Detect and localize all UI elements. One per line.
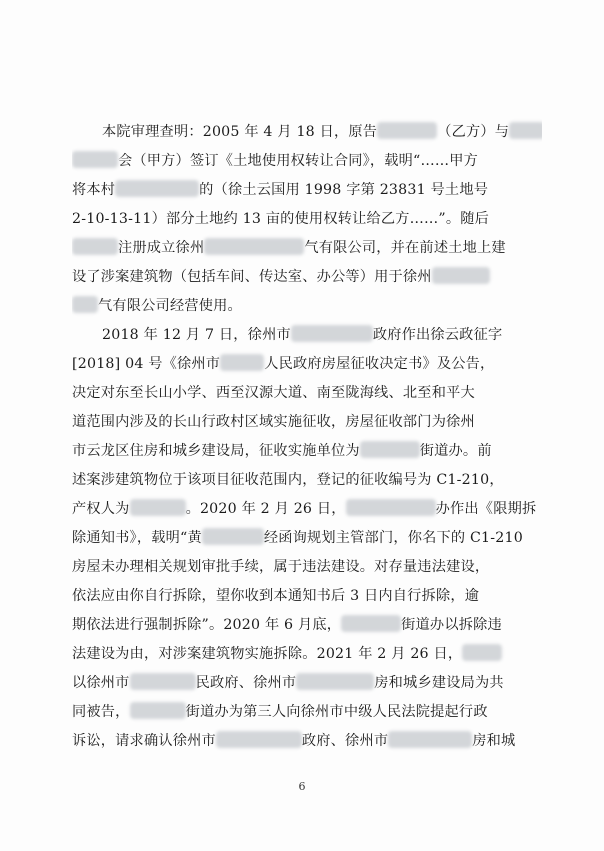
text-segment: 2-10-13-11）部分土地约 13 亩的使用权转让给乙方……”。随后 xyxy=(72,211,490,227)
text-line xyxy=(72,234,542,263)
text-line xyxy=(72,466,542,495)
text-segment: 办作出《限期拆 xyxy=(435,501,537,517)
text-segment: 同被告， xyxy=(72,704,130,720)
text-line xyxy=(72,292,542,321)
text-line xyxy=(72,205,542,234)
redaction-blur xyxy=(202,528,264,545)
text-line xyxy=(72,437,542,466)
text-segment: 房屋未办理相关规划审批手续，属于违法建设。对存量违法建设， xyxy=(72,559,490,575)
redaction-blur xyxy=(341,615,401,632)
text-line xyxy=(72,495,542,524)
text-line xyxy=(72,640,542,669)
redaction-blur xyxy=(130,702,186,719)
text-line xyxy=(72,553,542,582)
text-segment: 本院审理查明：2005 年 4 月 18 日，原告 xyxy=(102,124,378,140)
text-segment: 政府、徐州市 xyxy=(301,733,389,749)
redaction-blur xyxy=(509,122,542,139)
text-segment: 产权人为 xyxy=(72,501,130,517)
text-line xyxy=(72,350,542,379)
redaction-blur xyxy=(115,180,199,197)
redaction-blur xyxy=(130,499,186,516)
redaction-blur xyxy=(216,731,302,748)
redaction-blur xyxy=(360,441,420,458)
text-segment: 注册成立徐州 xyxy=(118,240,205,256)
redaction-blur xyxy=(72,151,118,168)
text-line xyxy=(72,698,542,727)
text-line xyxy=(72,727,542,756)
text-line xyxy=(72,118,542,147)
text-line xyxy=(72,176,542,205)
text-segment: 会（甲方）签订《土地使用权转让合同》，载明“……甲方 xyxy=(118,153,479,169)
text-segment: 气有限公司经营使用。 xyxy=(98,298,242,314)
text-line xyxy=(72,408,542,437)
text-line xyxy=(72,669,542,698)
text-line xyxy=(72,321,542,350)
text-segment: 期依法进行强制拆除”。2020 年 6 月底， xyxy=(72,617,342,633)
text-line xyxy=(72,524,542,553)
text-segment: 述案涉建筑物位于该项目征收范围内，登记的征收编号为 C1-210， xyxy=(72,472,504,488)
text-segment: 政府作出徐云政征字 xyxy=(372,327,503,343)
text-line xyxy=(72,611,542,640)
redaction-blur xyxy=(72,296,98,313)
text-segment: 设了涉案建筑物（包括车间、传达室、办公等）用于徐州 xyxy=(72,269,432,285)
redaction-blur xyxy=(130,673,196,690)
text-segment: 街道办以拆除违 xyxy=(401,617,502,633)
text-segment: （乙方）与 xyxy=(437,124,510,140)
redaction-blur xyxy=(388,731,472,748)
text-segment: 依法应由你自行拆除，望你收到本通知书后 3 日内自行拆除，逾 xyxy=(72,588,480,604)
text-segment: 道范围内涉及的长山行政村区域实施征收，房屋征收部门为徐州 xyxy=(72,414,475,430)
text-segment: 经函询规划主管部门，你名下的 C1-210 xyxy=(263,530,523,546)
text-segment: 2018 年 12 月 7 日，徐州市 xyxy=(102,327,291,343)
redaction-blur xyxy=(204,238,304,255)
redaction-blur xyxy=(432,267,490,284)
redaction-blur xyxy=(462,644,502,661)
judgment-body-text xyxy=(72,118,542,756)
text-segment: 以徐州市 xyxy=(72,675,130,691)
text-line xyxy=(72,263,542,292)
redaction-blur xyxy=(291,325,373,342)
redaction-blur xyxy=(296,673,374,690)
text-segment: 的（徐土云国用 1998 字第 23831 号土地号 xyxy=(199,182,489,198)
text-segment: 街道办为第三人向徐州市中级人民法院提起行政 xyxy=(185,704,488,720)
text-segment: 除通知书》，载明“黄 xyxy=(72,530,202,546)
page-number: 6 xyxy=(298,780,306,793)
redaction-blur xyxy=(346,499,436,516)
text-segment: [2018] 04 号《徐州市 xyxy=(72,356,221,372)
redaction-blur xyxy=(377,122,437,139)
text-segment: 决定对东至长山小学、西至汉源大道、南至陇海线、北至和平大 xyxy=(72,385,475,401)
text-segment: 房和城乡建设局为共 xyxy=(374,675,504,691)
text-segment: 法建设为由，对涉案建筑物实施拆除。2021 年 2 月 26 日， xyxy=(72,646,463,662)
text-segment: 市云龙区住房和城乡建设局，征收实施单位为 xyxy=(72,443,360,459)
text-segment: 诉讼，请求确认徐州市 xyxy=(72,733,216,749)
text-line xyxy=(72,379,542,408)
text-segment: 人民政府房屋征收决定书》及公告， xyxy=(264,356,495,372)
text-line xyxy=(72,147,542,176)
text-segment: 。2020 年 2 月 26 日， xyxy=(185,501,346,517)
redaction-blur xyxy=(72,238,118,255)
text-segment: 将本村 xyxy=(72,182,116,198)
text-line xyxy=(72,582,542,611)
text-segment: 民政府、徐州市 xyxy=(195,675,297,691)
redaction-blur xyxy=(220,354,264,371)
text-segment: 气有限公司，并在前述土地上建 xyxy=(304,240,506,256)
text-segment: 房和城 xyxy=(472,733,516,749)
text-segment: 街道办。前 xyxy=(419,443,492,459)
